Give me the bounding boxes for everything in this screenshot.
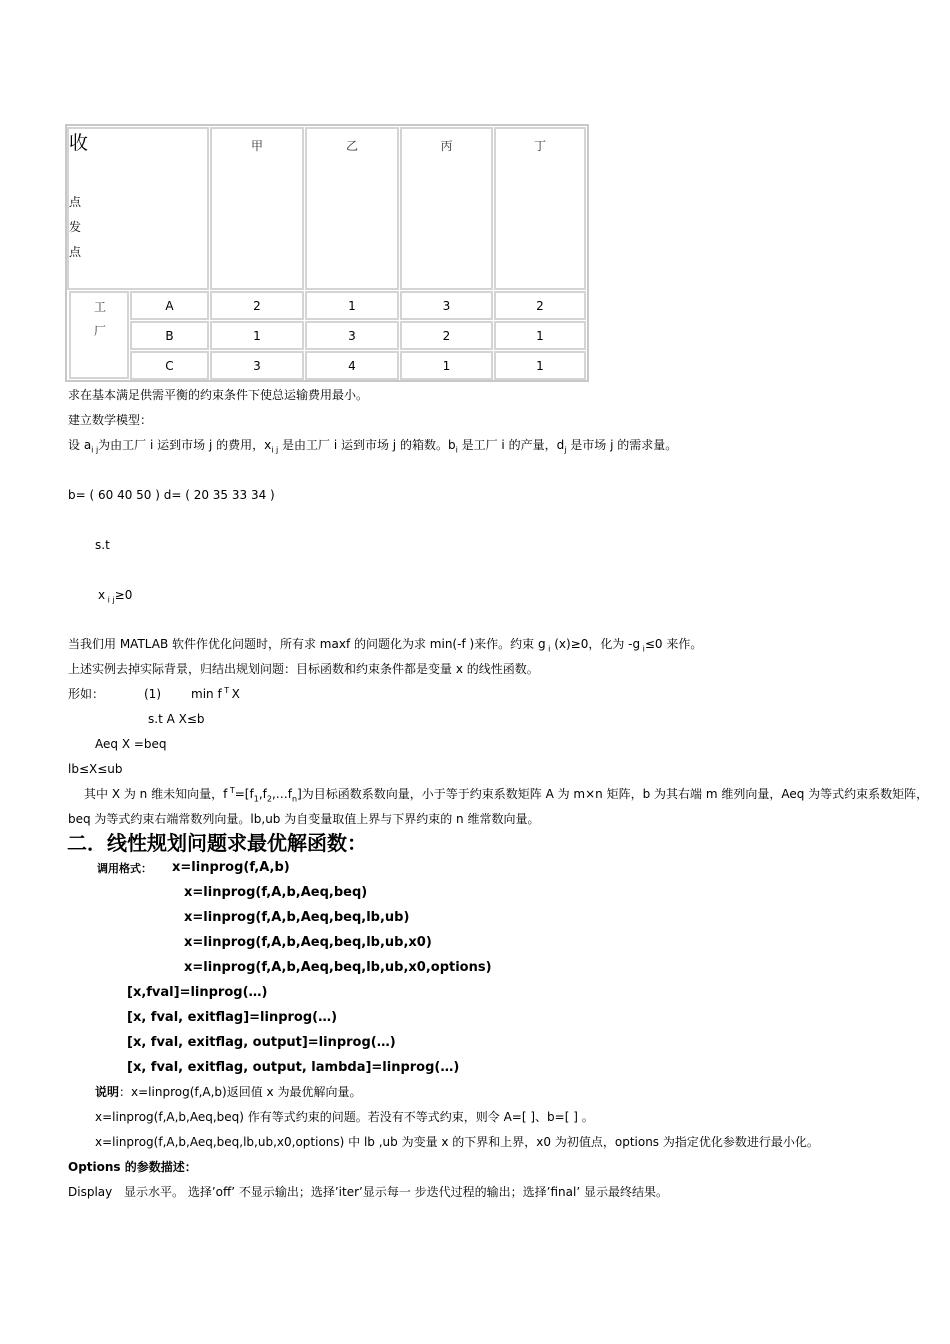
call-format-label: 调用格式： (97, 862, 152, 875)
paragraph-where: 其中 X 为 n 维未知向量，f $^T=[f_1,f_2,\dots f_n]$为目标函数系数向量，小于等于约束系数矩阵 A 为 m×n 矩阵，b 为其右端 m 维列向量，Aeq 为等式约束系数矩阵， (84, 786, 929, 804)
corner-line-2: 发 (69, 220, 82, 234)
bound-constraint: lb≤X≤ub (68, 762, 123, 776)
table-cell: 1 (210, 321, 304, 350)
note-2: x=linprog(f,A,b,Aeq,beq) 作有等式约束的问题。若没有不等式约束，则令 A=[ ]、b=[ ] 。 (95, 1110, 594, 1124)
paragraph-beq: beq 为等式约束右端常数列向量。lb,ub 为自变量取值上界与下界约束的 n 维常数向量。 (68, 812, 540, 826)
paragraph-model: 建立数学模型： (68, 413, 153, 427)
note-1: 说明：x=linprog(f,A,b)返回值 x 为最优解向量。 (95, 1085, 362, 1099)
table-cell: 3 (400, 291, 493, 320)
corner-line-1: 点 (69, 195, 82, 209)
row-group-label-1: 工 (94, 300, 107, 314)
corner-line-3: 点 (69, 245, 82, 259)
subject-to-label: s.t (95, 538, 110, 552)
table-cell: 2 (494, 291, 586, 320)
nonnegativity-constraint: x $_{i j}$≥0 (98, 588, 133, 605)
form-label: 形如： (68, 687, 105, 701)
call-format-9: [x, fval, exitflag, output, lambda]=linprog(…) (127, 1060, 460, 1075)
call-format-2: x=linprog(f,A,b,Aeq,beq) (184, 885, 368, 900)
call-format-8: [x, fval, exitflag, output]=linprog(…) (127, 1035, 396, 1050)
vectors-b-d: b= ( 60 40 50 ) d= ( 20 35 33 34 ) (68, 488, 275, 502)
col-header-ding: 丁 (494, 127, 586, 290)
row-label-a: A (130, 291, 209, 320)
inequality-constraint: s.t A X≤b (148, 712, 205, 726)
row-group-cell (69, 291, 129, 379)
call-format-5: x=linprog(f,A,b,Aeq,beq,lb,ub,x0,options) (184, 960, 492, 975)
note-3: x=linprog(f,A,b,Aeq,beq,lb,ub,x0,options) 中 lb ,ub 为变量 x 的下界和上界，x0 为初值点，options 为指定优化参数进行最小化。 (95, 1135, 819, 1149)
call-format-3: x=linprog(f,A,b,Aeq,beq,lb,ub) (184, 910, 410, 925)
row-group-label-2: 厂 (94, 324, 107, 338)
row-label-b: B (130, 321, 209, 350)
call-format-6: [x,fval]=linprog(…) (127, 985, 268, 1000)
paragraph-matlab: 当我们用 MATLAB 软件作优化问题时，所有求 maxf 的问题化为求 min(-f )来作。约束 g $_i$ (x)≥0，化为 -g $_i$≤0 来作。 (68, 637, 703, 654)
form-number: (1) (144, 687, 161, 701)
call-format-4: x=linprog(f,A,b,Aeq,beq,lb,ub,x0) (184, 935, 432, 950)
paragraph-goal: 求在基本满足供需平衡的约束条件下使总运输费用最小。 (68, 388, 369, 402)
table-cell: 2 (400, 321, 493, 350)
table-cell: 2 (210, 291, 304, 320)
objective-expression: min f $^T$ X (191, 686, 240, 701)
paragraph-linear: 上述实例去掉实际背景，归结出规划问题：目标函数和约束条件都是变量 x 的线性函数。 (68, 662, 539, 676)
table-cell: 3 (305, 321, 399, 350)
display-option-name: Display (68, 1185, 113, 1199)
table-cell: 1 (400, 351, 493, 380)
table-cell: 3 (210, 351, 304, 380)
call-format-7: [x, fval, exitflag]=linprog(…) (127, 1010, 338, 1025)
table-cell: 1 (494, 321, 586, 350)
equality-constraint: Aeq X =beq (95, 737, 167, 751)
section-heading: 二．线性规划问题求最优解函数： (67, 831, 367, 855)
col-header-jia: 甲 (210, 127, 304, 290)
corner-top-label: 收 (69, 132, 89, 154)
options-heading: Options 的参数描述： (68, 1160, 197, 1174)
row-label-c: C (130, 351, 209, 380)
table-cell: 1 (494, 351, 586, 380)
col-header-yi: 乙 (305, 127, 399, 290)
table-cell: 1 (305, 291, 399, 320)
display-option-desc: 显示水平。 选择’off’ 不显示输出；选择’iter’显示每一 步迭代过程的输出；选择’final’ 显示最终结果。 (124, 1185, 668, 1199)
paragraph-definitions: 设 $a_{i j}$为由工厂 i 运到市场 j 的费用，$x_{i j}$ 是由工厂 i 运到市场 j 的箱数。$b_i$ 是工厂 i 的产量，$d_j$ 是市场 j 的需求量。 (68, 438, 678, 455)
call-format-1: x=linprog(f,A,b) (172, 860, 290, 875)
corner-cell (67, 127, 209, 290)
table-cell: 4 (305, 351, 399, 380)
col-header-bing: 丙 (400, 127, 493, 290)
